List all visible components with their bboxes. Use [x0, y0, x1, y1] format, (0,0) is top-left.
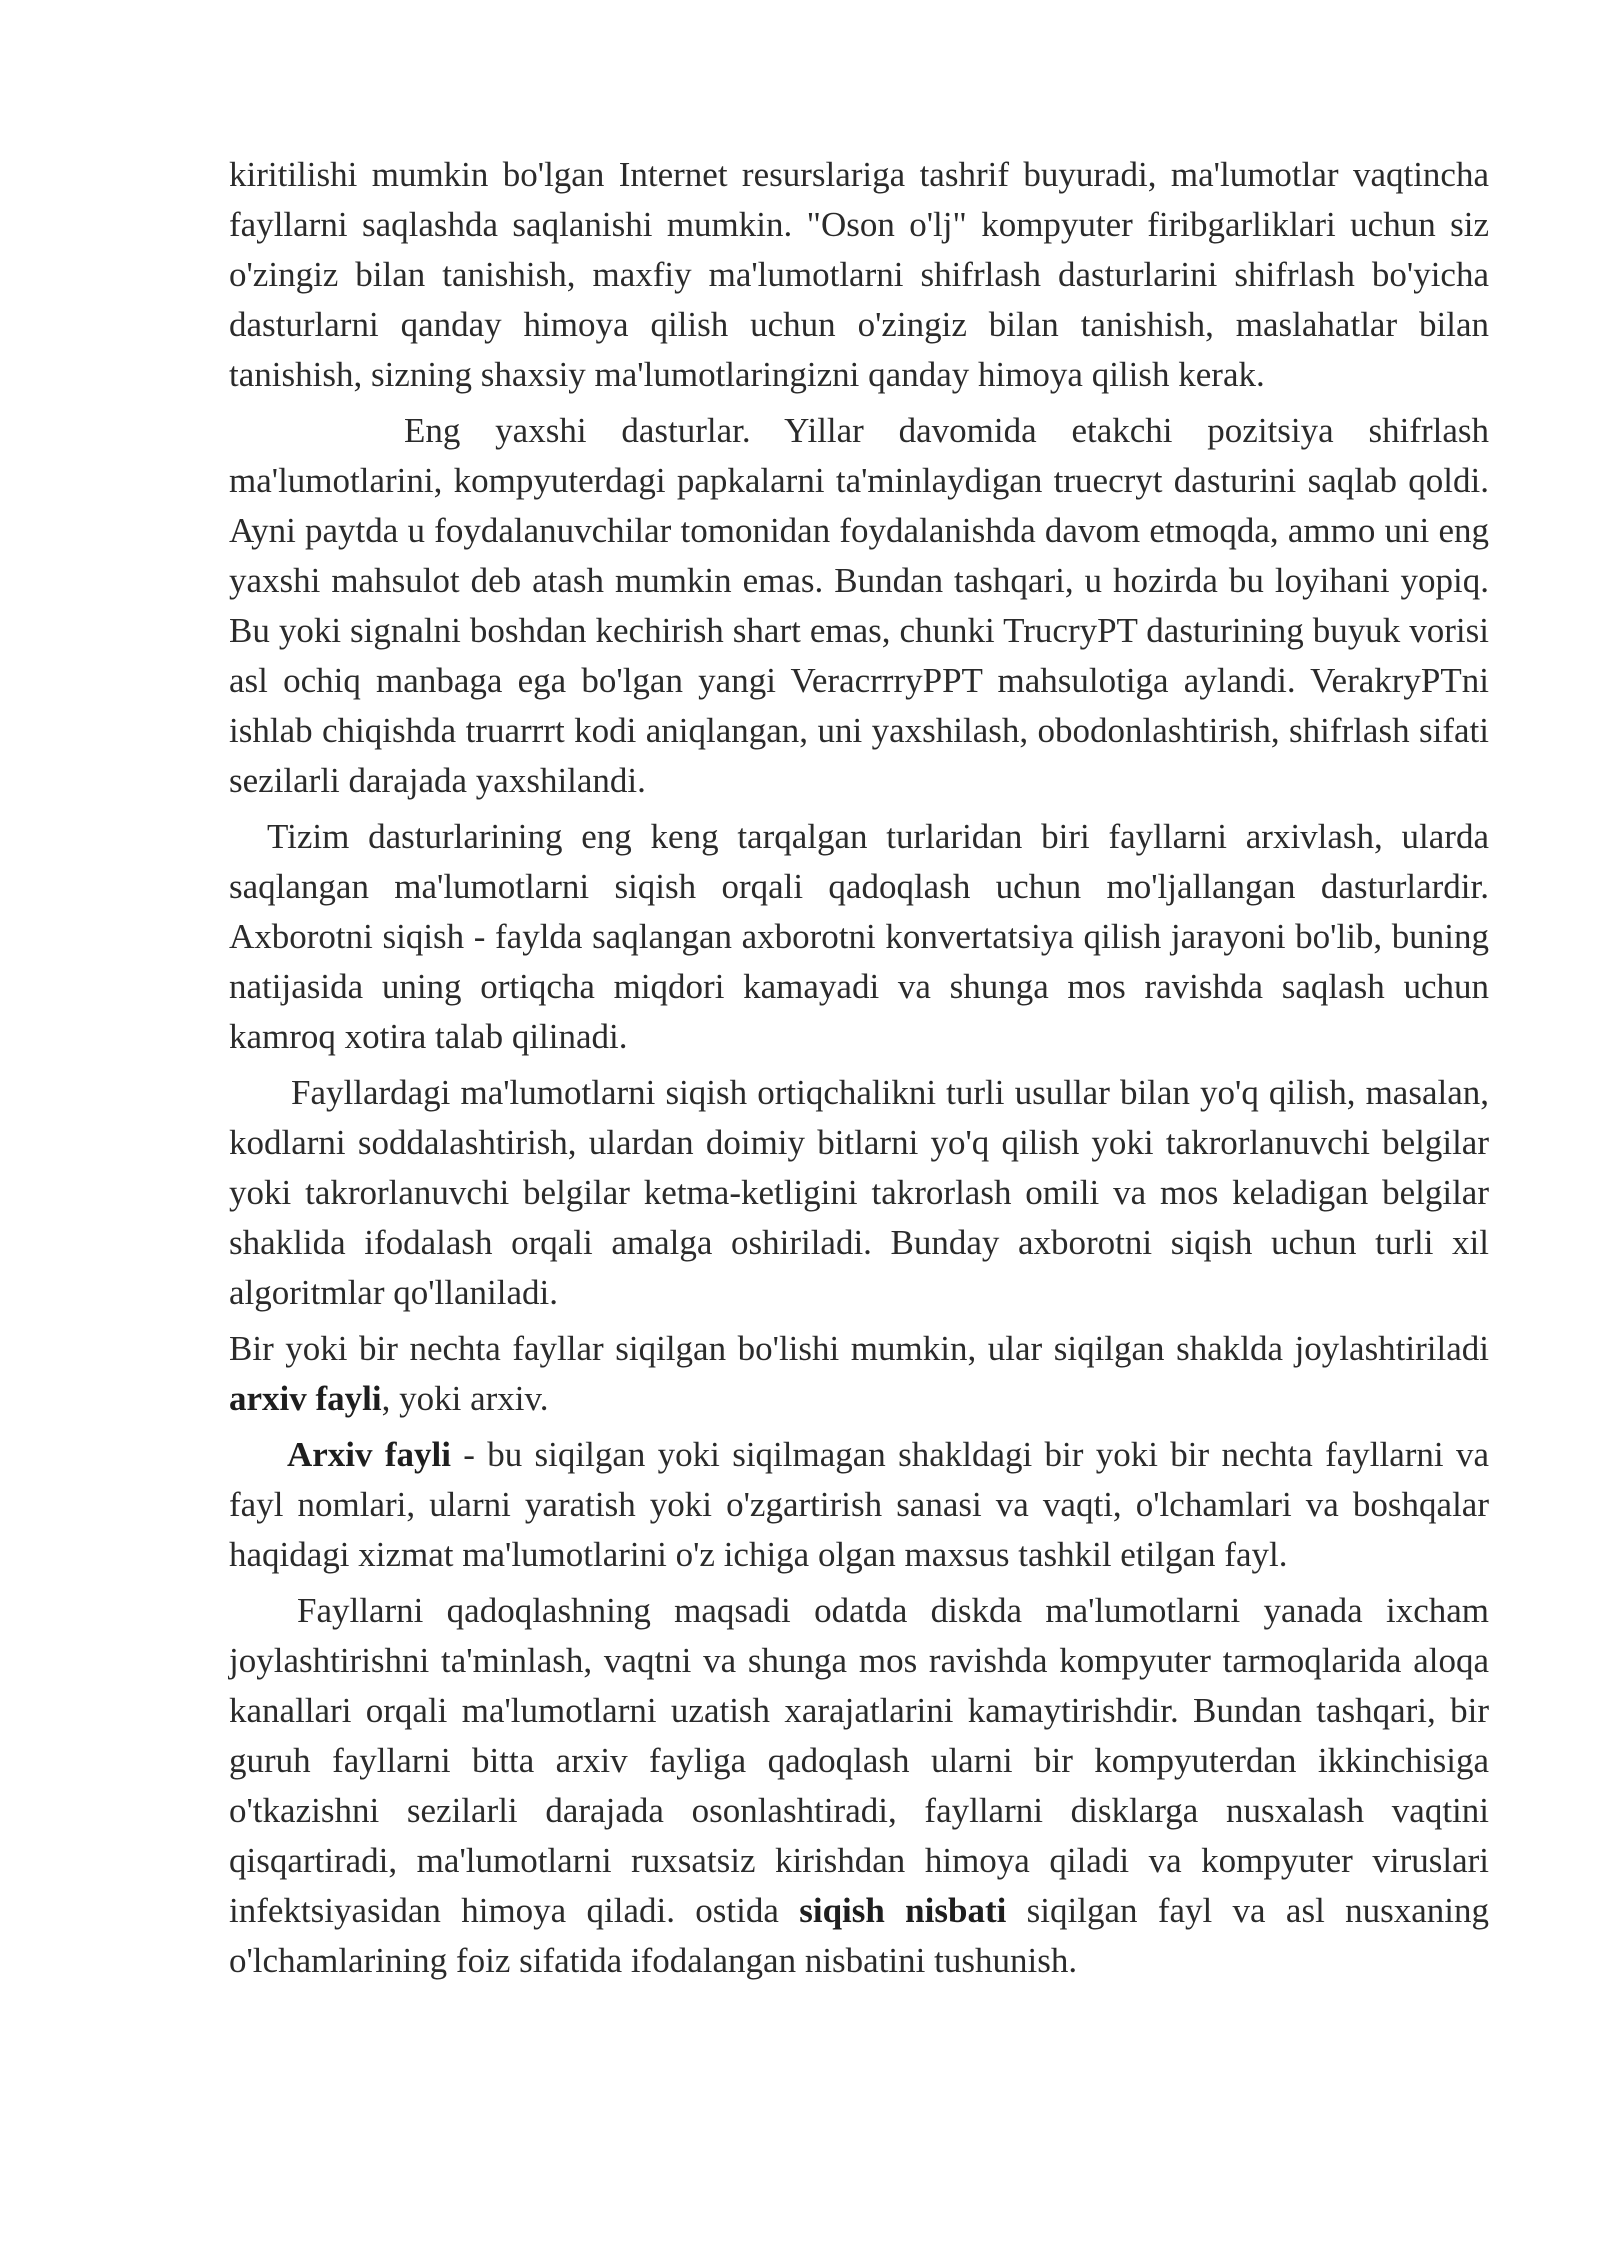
paragraph-4	[229, 1068, 1489, 1318]
document-page	[229, 150, 1489, 1992]
paragraph-text: Eng yaxshi dasturlar. Yillar davomida etakchi pozitsiya shifrlash ma'lumotlarini, kompyuterdagi papkalarni ta'minlaydigan truecryt dasturini saqlab qoldi. Ayni paytda u foydalanuvchilar tomonidan foydalanishda davom etmoqda, ammo uni eng yaxshi mahsulot deb atash mumkin emas. Bundan tashqari, u hozirda bu loyihani yopiq. Bu yoki signalni boshdan kechirish shart emas, chunki TrucryPT dasturining buyuk vorisi asl ochiq manbaga ega bo'lgan yangi VeracrrryPPT mahsulotiga aylandi. VerakryPTni ishlab chiqishda truarrrt kodi aniqlangan, uni yaxshilash, obodonlashtirish, shifrlash sifati sezilarli darajada yaxshilandi.	[229, 411, 1489, 800]
bold-term-arxiv-fayli: arxiv fayli	[229, 1379, 382, 1418]
paragraph-text: Fayllarni qadoqlashning maqsadi odatda diskda ma'lumotlarni yanada ixcham joylashtirishni ta'minlash, vaqtni va shunga mos ravishda kompyuter tarmoqlarida aloqa kanallari orqali ma'lumotlarni uzatish xarajatlarini kamaytirishdir. Bundan tashqari, bir guruh fayllarni bitta arxiv fayliga qadoqlash ularni bir kompyuterdan ikkinchisiga o'tkazishni sezilarli darajada osonlashtiradi, fayllarni disklarga nusxalash vaqtini qisqartiradi, ma'lumotlarni ruxsatsiz kirishdan himoya qiladi va kompyuter viruslari infektsiyasidan himoya qiladi. ostida	[229, 1591, 1489, 1930]
paragraph-text: Bir yoki bir nechta fayllar siqilgan bo'lishi mumkin, ular siqilgan shaklda joylashtiriladi	[229, 1329, 1489, 1368]
bold-term-siqish-nisbati: siqish nisbati	[799, 1891, 1007, 1930]
paragraph-5	[229, 1324, 1489, 1424]
paragraph-text: siqilgan fayl va asl nusxaning o'lchamlarining foiz sifatida ifodalangan nisbatini tushunish.	[229, 1891, 1489, 1980]
paragraph-text: - bu siqilgan yoki siqilmagan shakldagi bir yoki bir nechta fayllarni va fayl nomlari, ularni yaratish yoki o'zgartirish sanasi va vaqti, o'lchamlari va boshqalar haqidagi xizmat ma'lumotlarini o'z ichiga olgan maxsus tashkil etilgan fayl.	[229, 1435, 1489, 1574]
paragraph-6	[229, 1430, 1489, 1580]
paragraph-1	[229, 150, 1489, 400]
paragraph-3	[229, 812, 1489, 1062]
paragraph-7	[229, 1586, 1489, 1986]
paragraph-text: Tizim dasturlarining eng keng tarqalgan turlaridan biri fayllarni arxivlash, ularda saqlangan ma'lumotlarni siqish orqali qadoqlash uchun mo'ljallangan dasturlardir. Axborotni siqish - faylda saqlangan axborotni konvertatsiya qilish jarayoni bo'lib, buning natijasida uning ortiqcha miqdori kamayadi va shunga mos ravishda saqlash uchun kamroq xotira talab qilinadi.	[229, 817, 1489, 1056]
paragraph-2	[229, 406, 1489, 806]
bold-term-arxiv-fayli-definition: Arxiv fayli	[287, 1435, 451, 1474]
paragraph-text: , yoki arxiv.	[381, 1379, 549, 1418]
paragraph-text: Fayllardagi ma'lumotlarni siqish ortiqchalikni turli usullar bilan yo'q qilish, masalan, kodlarni soddalashtirish, ulardan doimiy bitlarni yo'q qilish yoki takrorlanuvchi belgilar yoki takrorlanuvchi belgilar ketma-ketligini takrorlash omili va mos keladigan belgilar shaklida ifodalash orqali amalga oshiriladi. Bunday axborotni siqish uchun turli xil algoritmlar qo'llaniladi.	[229, 1073, 1489, 1312]
paragraph-text: kiritilishi mumkin bo'lgan Internet resurslariga tashrif buyuradi, ma'lumotlar vaqtincha fayllarni saqlashda saqlanishi mumkin. "Oson o'lj" kompyuter firibgarliklari uchun siz o'zingiz bilan tanishish, maxfiy ma'lumotlarni shifrlash dasturlarini shifrlash bo'yicha dasturlarni qanday himoya qilish uchun o'zingiz bilan tanishish, maslahatlar bilan tanishish, sizning shaxsiy ma'lumotlaringizni qanday himoya qilish kerak.	[229, 155, 1489, 394]
